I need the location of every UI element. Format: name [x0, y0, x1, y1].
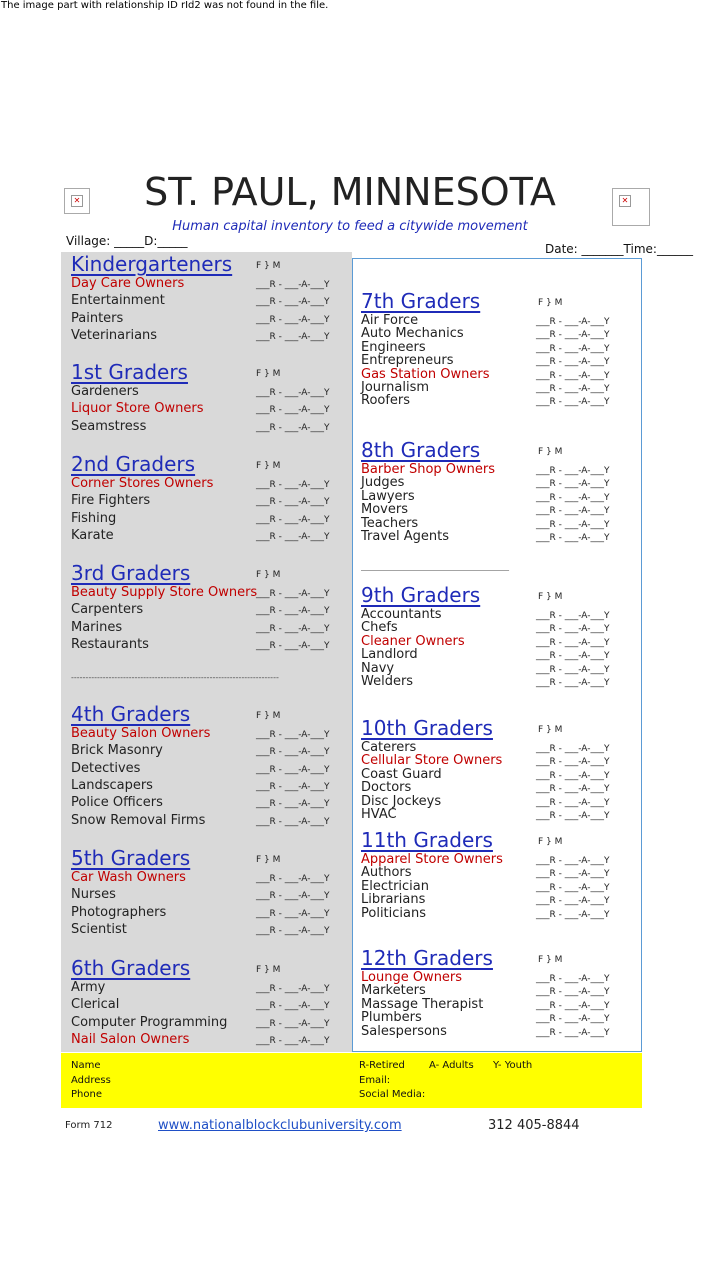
occupation-item: Gardeners	[71, 384, 139, 399]
grade-heading: 3rd Graders	[71, 561, 191, 585]
r-a-y-tally: ___R - ___-A-___Y	[256, 514, 330, 525]
occupation-item: Entertainment	[71, 293, 165, 309]
occupation-item: Day Care Owners	[71, 276, 185, 291]
gender-columns-label: F } M	[538, 298, 563, 308]
grade-heading: 7th Graders	[361, 289, 481, 313]
occupation-item: Snow Removal Firms	[71, 812, 206, 828]
r-a-y-tally: ___R - ___-A-___Y	[256, 480, 330, 490]
r-a-y-tally: ___R - ___-A-___Y	[536, 757, 610, 768]
r-a-y-tally: ___R - ___-A-___Y	[256, 747, 330, 758]
occupation-item: Air Force	[361, 313, 419, 328]
occupation-item: Travel Agents	[361, 529, 450, 544]
occupation-item: Disc Jockeys	[361, 793, 442, 809]
footer-phone-label: Phone	[71, 1089, 102, 1100]
occupation-item: Car Wash Owners	[71, 870, 186, 885]
gender-columns-label: F } M	[538, 837, 563, 847]
occupation-item: Restaurants	[71, 636, 149, 652]
gender-columns-label: F } M	[538, 955, 563, 965]
occupation-item: Gas Station Owners	[361, 366, 490, 382]
r-a-y-tally: ___R - ___-A-___Y	[256, 531, 330, 542]
r-a-y-tally: ___R - ___-A-___Y	[536, 797, 610, 808]
r-a-y-tally: ___R - ___-A-___Y	[536, 784, 610, 795]
r-a-y-tally: ___R - ___-A-___Y	[536, 343, 610, 354]
occupation-item: Barber Shop Owners	[361, 462, 496, 477]
r-a-y-tally: ___R - ___-A-___Y	[536, 770, 610, 781]
occupation-item: Scientist	[71, 921, 127, 937]
r-a-y-tally: ___R - ___-A-___Y	[536, 909, 610, 920]
grade-heading: 1st Graders	[71, 360, 188, 384]
r-a-y-tally: ___R - ___-A-___Y	[256, 280, 330, 290]
r-a-y-tally: ___R - ___-A-___Y	[256, 331, 330, 342]
page-subtitle: Human capital inventory to feed a citywide movement	[172, 219, 528, 234]
occupation-item: Salespersons	[361, 1023, 447, 1039]
occupation-item: Marines	[71, 619, 123, 635]
grade-heading: 11th Graders	[361, 828, 493, 852]
gender-columns-label: F } M	[538, 592, 563, 602]
r-a-y-tally: ___R - ___-A-___Y	[536, 330, 610, 341]
r-a-y-tally: ___R - ___-A-___Y	[256, 781, 330, 792]
footer-social-label: Social Media:	[359, 1089, 426, 1100]
r-a-y-tally: ___R - ___-A-___Y	[256, 606, 330, 617]
occupation-item: Karate	[71, 527, 114, 543]
occupation-item: Nurses	[71, 887, 116, 903]
grade-heading: Kindergarteners	[71, 252, 233, 276]
occupation-item: Clerical	[71, 997, 120, 1013]
occupation-item: Doctors	[361, 780, 412, 796]
grade-heading: 10th Graders	[361, 716, 493, 740]
r-a-y-tally: ___R - ___-A-___Y	[536, 317, 610, 327]
grade-heading: 5th Graders	[71, 846, 191, 870]
r-a-y-tally: ___R - ___-A-___Y	[256, 388, 330, 398]
grade-heading: 12th Graders	[361, 946, 493, 970]
occupation-item: Engineers	[361, 339, 426, 355]
r-a-y-tally: ___R - ___-A-___Y	[536, 397, 610, 408]
r-a-y-tally: ___R - ___-A-___Y	[256, 730, 330, 740]
legend-youth: Y- Youth	[493, 1060, 533, 1071]
occupation-item: Roofers	[361, 393, 411, 409]
r-a-y-tally: ___R - ___-A-___Y	[536, 987, 610, 998]
r-a-y-tally: ___R - ___-A-___Y	[536, 357, 610, 368]
occupation-item: Cleaner Owners	[361, 633, 465, 649]
r-a-y-tally: ___R - ___-A-___Y	[256, 623, 330, 634]
occupation-item: Teachers	[361, 515, 419, 531]
gender-columns-label: F } M	[256, 261, 281, 271]
occupation-item: Coast Guard	[361, 766, 442, 782]
r-a-y-tally: ___R - ___-A-___Y	[256, 816, 330, 827]
legend-retired: R-Retired	[359, 1060, 405, 1071]
r-a-y-tally: ___R - ___-A-___Y	[256, 422, 330, 433]
r-a-y-tally: ___R - ___-A-___Y	[536, 896, 610, 907]
r-a-y-tally: ___R - ___-A-___Y	[536, 519, 610, 530]
r-a-y-tally: ___R - ___-A-___Y	[536, 1000, 610, 1011]
occupation-item: Beauty Supply Store Owners	[71, 585, 258, 600]
occupation-item: Beauty Salon Owners	[71, 726, 211, 741]
r-a-y-tally: ___R - ___-A-___Y	[536, 744, 610, 754]
occupation-item: Police Officers	[71, 795, 163, 811]
missing-image-error: The image part with relationship ID rId2 was not found in the file.	[1, 0, 329, 11]
occupation-item: Fire Fighters	[71, 493, 151, 509]
r-a-y-tally: ___R - ___-A-___Y	[536, 479, 610, 490]
grade-heading: 6th Graders	[71, 956, 191, 980]
r-a-y-tally: ___R - ___-A-___Y	[536, 624, 610, 635]
occupation-item: Movers	[361, 502, 408, 518]
occupation-item: Marketers	[361, 983, 426, 999]
gender-columns-label: F } M	[256, 570, 281, 580]
r-a-y-tally: ___R - ___-A-___Y	[536, 651, 610, 662]
r-a-y-tally: ___R - ___-A-___Y	[256, 1035, 330, 1046]
grade-heading: 4th Graders	[71, 702, 191, 726]
r-a-y-tally: ___R - ___-A-___Y	[536, 1014, 610, 1025]
contact-footer	[61, 1053, 642, 1108]
occupation-item: Massage Therapist	[361, 996, 484, 1012]
gender-columns-label: F } M	[538, 447, 563, 457]
occupation-item: Liquor Store Owners	[71, 401, 204, 417]
r-a-y-tally: ___R - ___-A-___Y	[536, 370, 610, 381]
occupation-item: Painters	[71, 310, 124, 326]
r-a-y-tally: ___R - ___-A-___Y	[536, 492, 610, 503]
occupation-item: Authors	[361, 865, 412, 881]
occupation-item: Corner Stores Owners	[71, 476, 214, 491]
occupation-item: Seamstress	[71, 418, 147, 434]
occupation-item: Navy	[361, 660, 395, 676]
gender-columns-label: F } M	[256, 855, 281, 865]
r-a-y-tally: ___R - ___-A-___Y	[536, 856, 610, 866]
occupation-item: Journalism	[361, 380, 430, 395]
r-a-y-tally: ___R - ___-A-___Y	[536, 664, 610, 675]
right-divider: _____________________________________	[361, 562, 509, 571]
occupation-item: Entrepreneurs	[361, 353, 454, 369]
r-a-y-tally: ___R - ___-A-___Y	[256, 297, 330, 308]
occupation-item: Computer Programming	[71, 1014, 228, 1030]
r-a-y-tally: ___R - ___-A-___Y	[256, 1018, 330, 1029]
occupation-item: Carpenters	[71, 602, 144, 618]
occupation-item: Landscapers	[71, 777, 153, 793]
r-a-y-tally: ___R - ___-A-___Y	[256, 497, 330, 508]
page-title: ST. PAUL, MINNESOTA	[144, 170, 556, 214]
occupation-item: Electrician	[361, 878, 429, 894]
r-a-y-tally: ___R - ___-A-___Y	[256, 405, 330, 416]
r-a-y-tally: ___R - ___-A-___Y	[536, 384, 610, 394]
footer-email-label: Email:	[359, 1075, 391, 1086]
r-a-y-tally: ___R - ___-A-___Y	[536, 811, 610, 821]
r-a-y-tally: ___R - ___-A-___Y	[536, 869, 610, 880]
occupation-item: Lawyers	[361, 488, 415, 504]
grade-heading: 8th Graders	[361, 438, 481, 462]
occupation-item: Chefs	[361, 620, 398, 636]
occupation-item: Detectives	[71, 760, 141, 776]
r-a-y-tally: ___R - ___-A-___Y	[256, 640, 330, 651]
occupation-item: Apparel Store Owners	[361, 852, 503, 867]
occupation-item: Fishing	[71, 510, 117, 526]
r-a-y-tally: ___R - ___-A-___Y	[256, 874, 330, 884]
phone-number: 312 405-8844	[488, 1118, 580, 1133]
occupation-item: Librarians	[361, 892, 426, 908]
occupation-item: Politicians	[361, 905, 426, 921]
legend-adults: A- Adults	[429, 1060, 474, 1071]
r-a-y-tally: ___R - ___-A-___Y	[256, 984, 330, 994]
occupation-item: Plumbers	[361, 1010, 422, 1026]
r-a-y-tally: ___R - ___-A-___Y	[536, 637, 610, 648]
r-a-y-tally: ___R - ___-A-___Y	[536, 678, 610, 688]
r-a-y-tally: ___R - ___-A-___Y	[536, 533, 610, 543]
r-a-y-tally: ___R - ___-A-___Y	[536, 974, 610, 984]
footer-name-label: Name	[71, 1060, 101, 1071]
broken-image-right-icon: ✕	[612, 188, 650, 226]
r-a-y-tally: ___R - ___-A-___Y	[256, 799, 330, 810]
occupation-item: Landlord	[361, 647, 418, 663]
occupation-item: Nail Salon Owners	[71, 1031, 190, 1047]
r-a-y-tally: ___R - ___-A-___Y	[256, 925, 330, 936]
gender-columns-label: F } M	[538, 725, 563, 735]
grade-heading: 2nd Graders	[71, 452, 196, 476]
occupation-item: Caterers	[361, 740, 417, 755]
r-a-y-tally: ___R - ___-A-___Y	[256, 891, 330, 902]
r-a-y-tally: ___R - ___-A-___Y	[536, 506, 610, 517]
gender-columns-label: F } M	[256, 461, 281, 471]
website-link[interactable]: www.nationalblockclubuniversity.com	[158, 1118, 402, 1133]
occupation-item: Photographers	[71, 904, 167, 920]
r-a-y-tally: ___R - ___-A-___Y	[256, 764, 330, 775]
r-a-y-tally: ___R - ___-A-___Y	[256, 908, 330, 919]
r-a-y-tally: ___R - ___-A-___Y	[256, 314, 330, 325]
occupation-item: HVAC	[361, 807, 397, 822]
occupation-item: Auto Mechanics	[361, 326, 464, 342]
occupation-item: Welders	[361, 674, 414, 689]
date-time-field: Date: _______Time:______	[545, 242, 693, 256]
form-number: Form 712	[65, 1120, 113, 1131]
occupation-item: Army	[71, 980, 106, 995]
r-a-y-tally: ___R - ___-A-___Y	[536, 466, 610, 476]
r-a-y-tally: ___R - ___-A-___Y	[536, 882, 610, 893]
r-a-y-tally: ___R - ___-A-___Y	[256, 1001, 330, 1012]
r-a-y-tally: ___R - ___-A-___Y	[536, 611, 610, 621]
r-a-y-tally: ___R - ___-A-___Y	[536, 1027, 610, 1038]
broken-image-left-icon: ✕	[64, 188, 90, 214]
gender-columns-label: F } M	[256, 711, 281, 721]
village-field: Village: _____D:_____	[66, 234, 188, 248]
occupation-item: Accountants	[361, 607, 442, 622]
occupation-item: Lounge Owners	[361, 970, 463, 985]
occupation-item: Judges	[361, 475, 405, 491]
occupation-item: Brick Masonry	[71, 743, 163, 759]
gender-columns-label: F } M	[256, 965, 281, 975]
gender-columns-label: F } M	[256, 369, 281, 379]
left-divider: ------------------------------------------------------------------------	[71, 673, 279, 682]
r-a-y-tally: ___R - ___-A-___Y	[256, 589, 330, 599]
footer-address-label: Address	[71, 1075, 111, 1086]
occupation-item: Cellular Store Owners	[361, 753, 503, 769]
occupation-item: Veterinarians	[71, 327, 158, 343]
grade-heading: 9th Graders	[361, 583, 481, 607]
